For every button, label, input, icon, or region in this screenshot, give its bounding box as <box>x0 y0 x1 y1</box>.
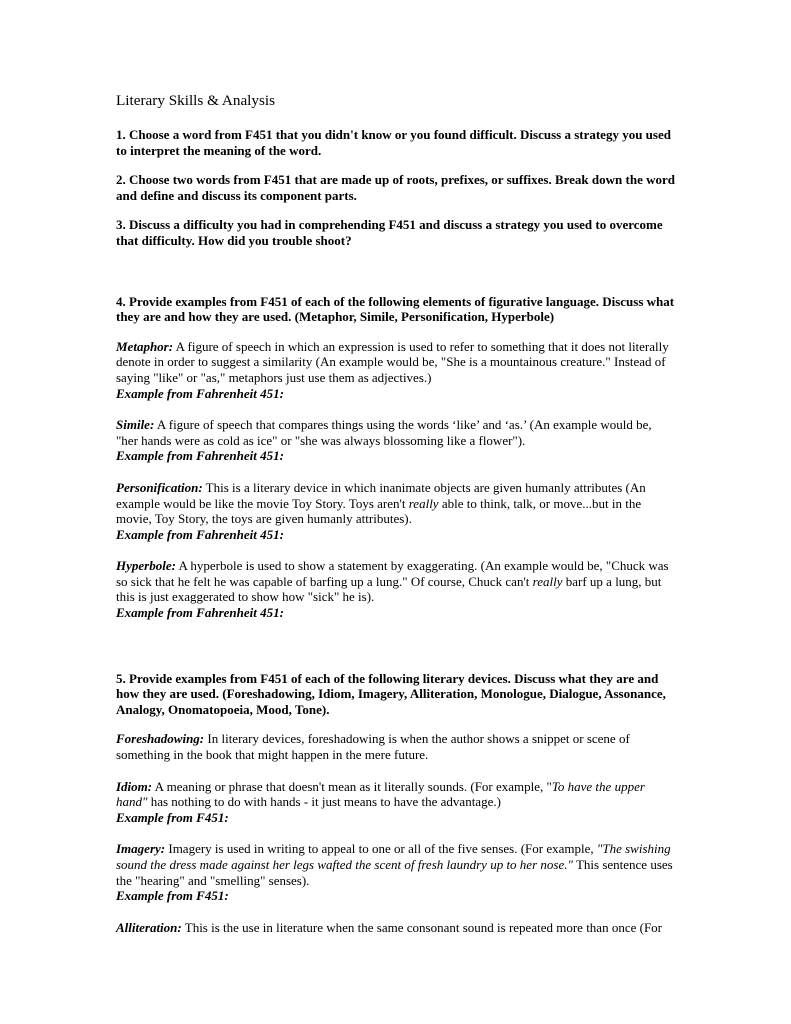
hyperbole-text-a: A hyperbole is used to show a statement by exaggerating. (An example would be, "Chuck was so sick that he felt he was capable of barfing up a lung." Of course, Chuck can't <box>116 558 669 589</box>
alliteration-term: Alliteration: <box>116 919 182 935</box>
document-page <box>116 92 676 951</box>
question-4: 4. Provide examples from F451 of each of the following elements of figurative language. Discuss what they are and how they are used. (Metaphor, Simile, Personification, Hyperbole) <box>116 293 675 325</box>
simile-text: A figure of speech that compares things using the words ‘like’ and ‘as.’ (An example would be, "her hands were as cold as ice" or "she was always blossoming like a flower"). <box>116 417 652 448</box>
metaphor-definition <box>116 339 676 401</box>
idiom-definition <box>116 779 676 826</box>
foreshadowing-term: Foreshadowing: <box>116 731 205 747</box>
personification-text-b: able to think, talk, or move...but in the movie, Toy Story, the toys are given humanly attributes). <box>116 495 642 527</box>
hyperbole-term: Hyperbole: <box>116 558 176 574</box>
idiom-term: Idiom: <box>116 778 153 794</box>
question-2: 2. Choose two words from F451 that are made up of roots, prefixes, or suffixes. Break down the word and define and discuss its component parts. <box>116 172 675 203</box>
question-5: 5. Provide examples from F451 of each of the following literary devices. Discuss what they are and how they are used. (Foreshadowing, Idiom, Imagery, Alliteration, Monologue, Dialogue, Assonance, Analogy, Onomatopoeia, Mood, Tone). <box>116 670 666 717</box>
imagery-example-label: Example from F451: <box>116 888 229 904</box>
alliteration-definition <box>116 920 676 936</box>
simile-definition <box>116 417 676 464</box>
hyperbole-definition <box>116 558 676 620</box>
idiom-text-b: has nothing to do with hands - it just means to have the advantage.) <box>147 794 501 810</box>
foreshadowing-definition <box>116 731 676 762</box>
imagery-emphasis: "The swishing sound the dress made against her legs wafted the scent of fresh laundry up to her nose." <box>116 841 671 872</box>
foreshadowing-text: In literary devices, foreshadowing is when the author shows a snippet or scene of something in the book that might happen in the mere future. <box>116 731 630 763</box>
document-title: Literary Skills & Analysis <box>116 92 276 109</box>
imagery-text-b: This sentence uses the "hearing" and "smelling" senses). <box>116 857 673 888</box>
personification-definition <box>116 480 676 542</box>
metaphor-term: Metaphor: <box>116 338 174 354</box>
hyperbole-text-b: barf up a lung, but this is just exaggerated to show how "sick" he is). <box>116 573 662 605</box>
idiom-example-label: Example from F451: <box>116 809 229 825</box>
idiom-emphasis: To have the upper hand" <box>116 778 645 810</box>
personification-emphasis: really <box>408 495 439 511</box>
imagery-text-a: Imagery is used in writing to appeal to one or all of the five senses. (For example, <box>165 841 597 857</box>
metaphor-text: A figure of speech in which an expression is used to refer to something that it does not literally denote in order to suggest a similarity (An example would be, "She is a mountainous creature." Instead of saying "like" or "as," metaphors just use them as adjectives.) <box>116 338 669 385</box>
imagery-definition <box>116 841 676 903</box>
personification-text-a: This is a literary device in which inanimate objects are given humanly attributes (An example would be like the movie Toy Story. Toys aren't <box>116 479 646 511</box>
personification-example-label: Example from Fahrenheit 451: <box>116 526 284 542</box>
personification-term: Personification: <box>116 479 203 495</box>
alliteration-text: This is the use in literature when the same consonant sound is repeated more than once (For <box>181 919 663 935</box>
idiom-text-a: A meaning or phrase that doesn't mean as it literally sounds. (For example, " <box>152 778 552 794</box>
question-3: 3. Discuss a difficulty you had in comprehending F451 and discuss a strategy you used to overcome that difficulty. How did you trouble shoot? <box>116 217 663 248</box>
question-1: 1. Choose a word from F451 that you didn't know or you found difficult. Discuss a strategy you used to interpret the meaning of the word. <box>116 127 671 158</box>
simile-term: Simile: <box>116 417 155 433</box>
simile-example-label: Example from Fahrenheit 451: <box>116 448 284 464</box>
hyperbole-example-label: Example from Fahrenheit 451: <box>116 605 284 621</box>
metaphor-example-label: Example from Fahrenheit 451: <box>116 385 284 401</box>
hyperbole-emphasis: really <box>532 573 563 589</box>
imagery-term: Imagery: <box>116 841 166 857</box>
